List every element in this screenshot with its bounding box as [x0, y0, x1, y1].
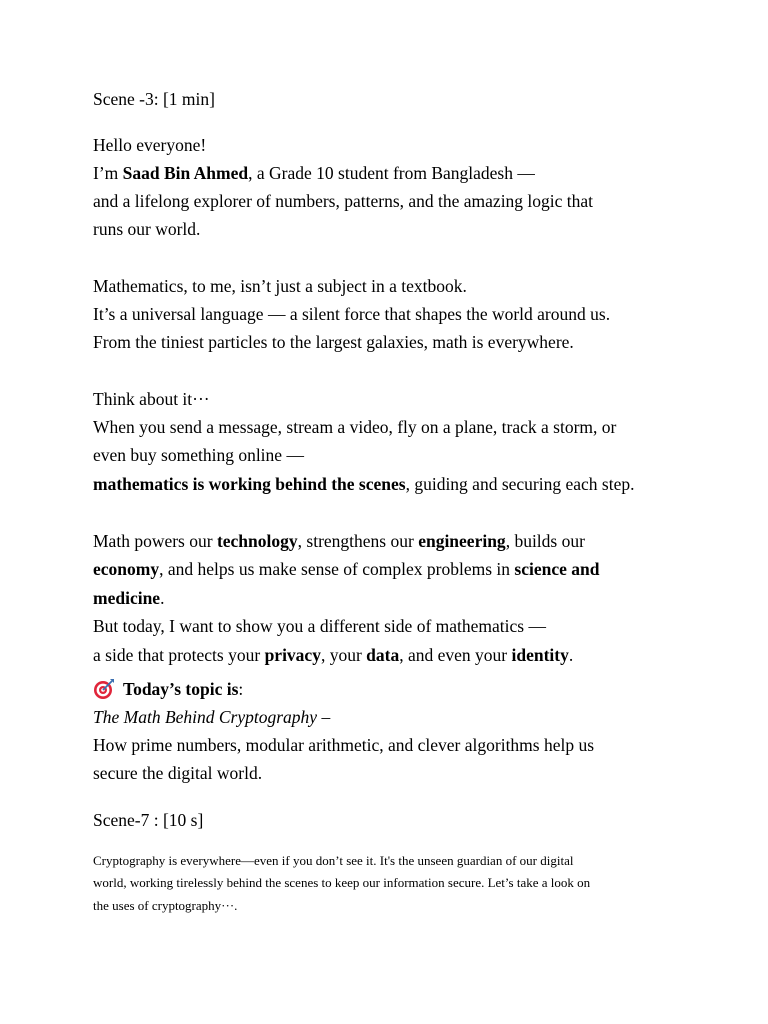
intro-prefix: I’m	[93, 163, 123, 183]
powers-end: .	[160, 588, 165, 608]
think-line-3: even buy something online —	[93, 445, 304, 465]
powers-engineering: engineering	[418, 531, 506, 551]
today-end: .	[568, 645, 574, 665]
today-prefix: a side that protects your	[93, 645, 265, 665]
powers-medicine: medicine	[93, 588, 161, 608]
speaker-name: Saad Bin Ahmed	[122, 163, 249, 183]
powers-mid-2: , builds our	[505, 531, 585, 551]
powers-line-2	[93, 558, 599, 580]
topic-line-1: How prime numbers, modular arithmetic, and clever algorithms help us	[93, 735, 595, 755]
powers-mid-1: , strengthens our	[297, 531, 419, 551]
topic-colon: :	[238, 679, 244, 699]
think-line-2: When you send a message, stream a video, fly on a plane, track a storm, or	[93, 417, 617, 437]
powers-prefix: Math powers our	[93, 531, 217, 551]
think-line-1: Think about it···	[93, 389, 210, 409]
greeting-line: Hello everyone!	[93, 135, 207, 155]
powers-technology: technology	[216, 531, 298, 551]
direct-hit-target-icon	[93, 678, 115, 700]
intro-line-2: and a lifelong explorer of numbers, patterns, and the amazing logic that	[93, 191, 594, 211]
today-data: data	[366, 645, 400, 665]
scene7-line-1: Cryptography is everywhere—even if you don’t see it. It's the unseen guardian of our digital	[93, 853, 574, 868]
powers-science: science and	[514, 559, 600, 579]
think-bold: mathematics is working behind the scenes	[93, 474, 406, 494]
intro-suffix: , a Grade 10 student from Bangladesh —	[248, 163, 535, 183]
topic-label: Today’s topic is	[123, 679, 239, 699]
today-mid-1: , your	[320, 645, 367, 665]
scene3-heading: Scene -3: [1 min]	[93, 89, 215, 109]
today-privacy: privacy	[264, 645, 321, 665]
topic-line-2: secure the digital world.	[93, 763, 263, 783]
scene7-line-3: the uses of cryptography···.	[93, 898, 238, 913]
today-line-2	[93, 644, 573, 666]
topic-title-text: The Math Behind Cryptography –	[93, 707, 331, 727]
powers-economy: economy	[93, 559, 160, 579]
intro-line-3: runs our world.	[93, 219, 201, 239]
math-line-2: It’s a universal language — a silent force that shapes the world around us.	[93, 304, 611, 324]
scene7-line-2: world, working tirelessly behind the scenes to keep our information secure. Let’s take a look on	[93, 875, 591, 890]
powers-line-1	[93, 530, 585, 552]
scene7-heading: Scene-7 : [10 s]	[93, 810, 204, 830]
today-identity: identity	[511, 645, 569, 665]
intro-line-1	[93, 162, 535, 184]
today-mid-2: , and even your	[399, 645, 512, 665]
think-line-4	[93, 473, 634, 495]
powers-mid-3: , and helps us make sense of complex problems in	[159, 559, 515, 579]
math-line-1: Mathematics, to me, isn’t just a subject in a textbook.	[93, 276, 467, 296]
powers-line-3	[93, 587, 164, 609]
math-line-3: From the tiniest particles to the largest galaxies, math is everywhere.	[93, 332, 574, 352]
topic-line	[93, 678, 243, 700]
today-line-1: But today, I want to show you a different side of mathematics —	[93, 616, 546, 636]
topic-title	[93, 706, 330, 728]
think-suffix: , guiding and securing each step.	[405, 474, 635, 494]
